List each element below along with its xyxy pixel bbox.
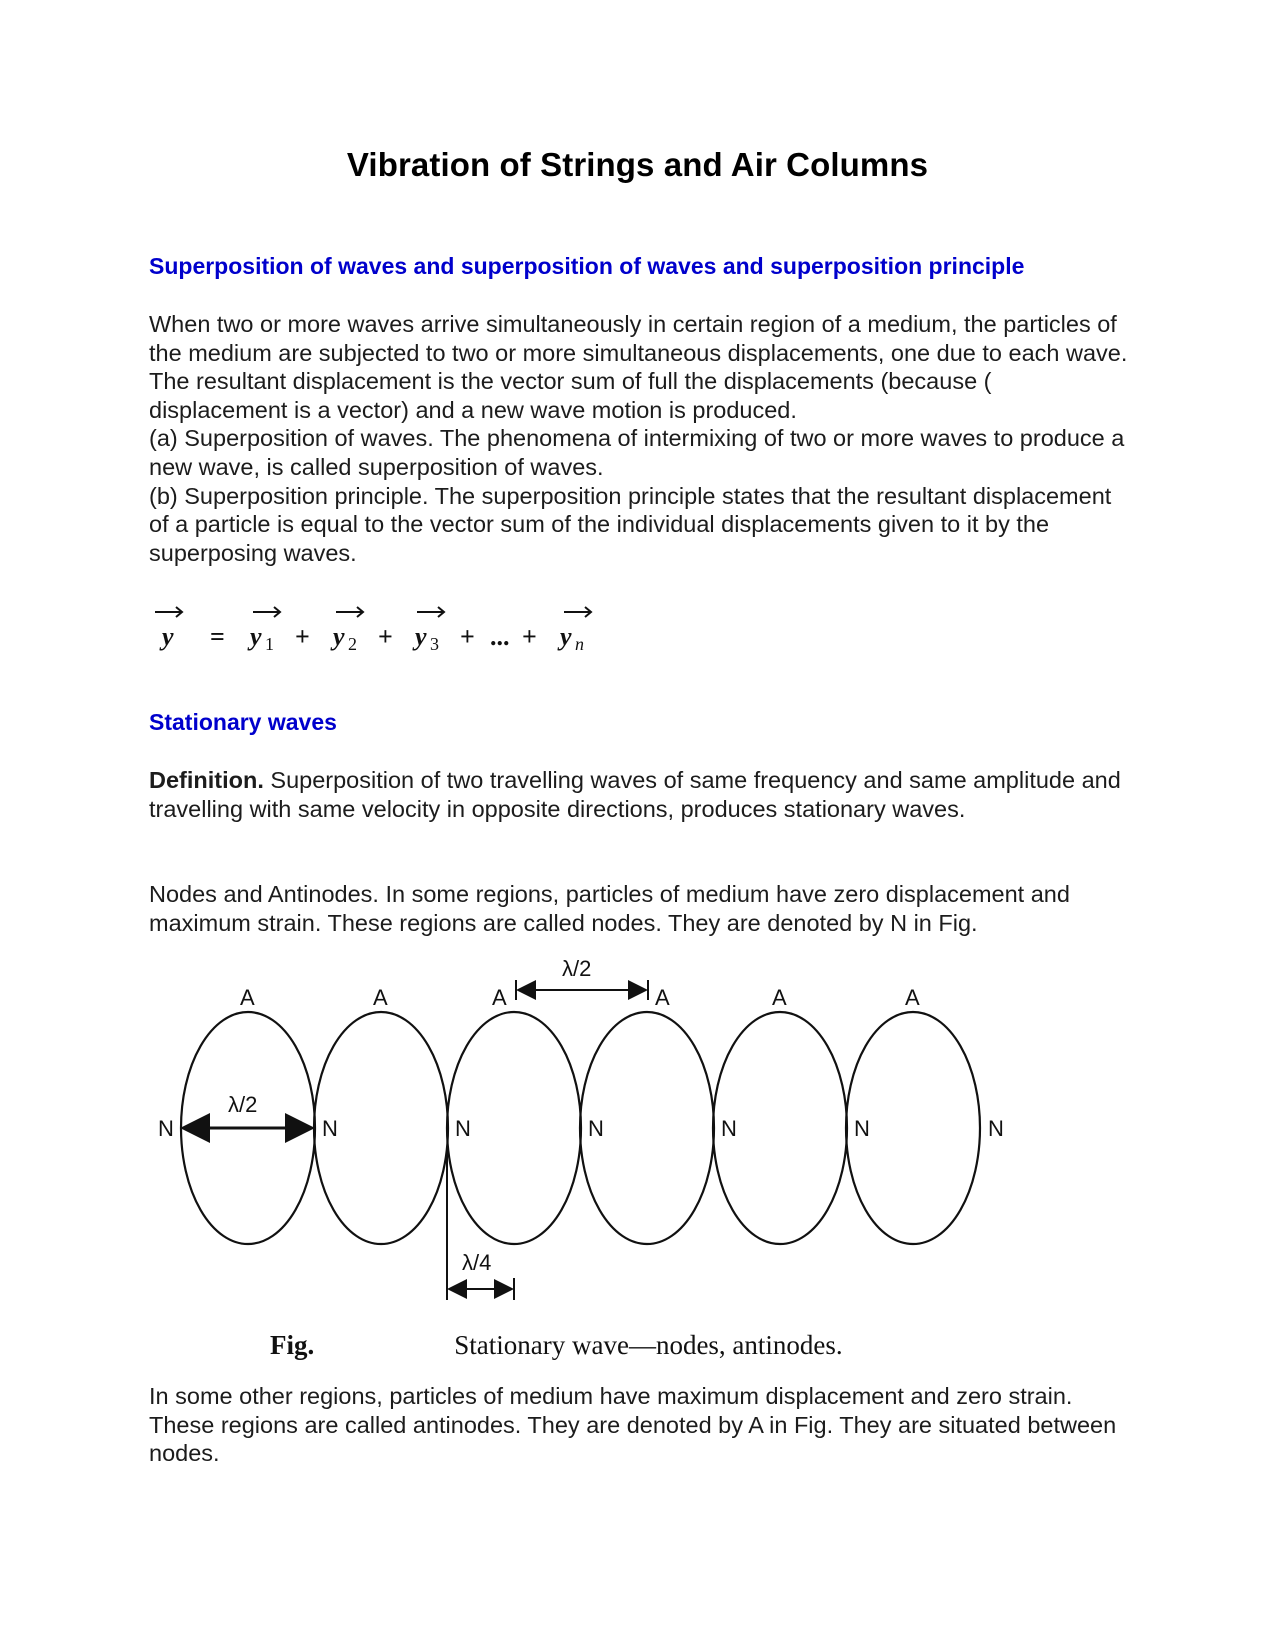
- definition-label: Definition.: [149, 767, 264, 793]
- intro-paragraph: When two or more waves arrive simultaneously in certain region of a medium, the particles of the medium are subjected to two or more simultaneous displacements, one due to each wave. The resultant displacement is the vector sum of full the displacements (because ( displacement is a vector) and a new wave motion is produced.: [149, 311, 1128, 423]
- svg-text:n: n: [575, 634, 584, 654]
- svg-text:λ/2: λ/2: [228, 1092, 258, 1117]
- svg-text:y: y: [415, 622, 427, 651]
- section-heading-superposition: Superposition of waves and superposition of waves and superposition principle: [149, 253, 1025, 279]
- svg-text:A: A: [492, 985, 507, 1010]
- nodes-paragraph: Nodes and Antinodes. In some regions, particles of medium have zero displacement and maximum strain. These regions are called nodes. They are denoted by N in Fig.: [149, 881, 1070, 936]
- svg-text:A: A: [905, 985, 920, 1010]
- svg-text:N: N: [455, 1116, 471, 1141]
- svg-text:=: =: [210, 622, 225, 651]
- svg-text:y: y: [333, 622, 345, 651]
- svg-text:λ/4: λ/4: [462, 1250, 492, 1275]
- superposition-principle-paragraph: (b) Superposition principle. The superposition principle states that the resultant displacement of a particle is equal to the vector sum of the individual displacements given to it by the superposing waves.: [149, 482, 1112, 566]
- svg-text:N: N: [854, 1116, 870, 1141]
- svg-text:A: A: [655, 985, 670, 1010]
- figure-caption-label: Fig.: [270, 1330, 315, 1360]
- svg-text:N: N: [588, 1116, 604, 1141]
- superposition-formula: [150, 603, 610, 659]
- svg-text:+: +: [378, 622, 393, 651]
- vector-arrow-icon: [155, 607, 591, 617]
- section-heading-stationary-waves: Stationary waves: [149, 709, 337, 735]
- antinode-labels: [240, 985, 920, 1010]
- svg-text:3: 3: [430, 634, 439, 654]
- superposition-body: [149, 310, 1129, 567]
- svg-text:A: A: [373, 985, 388, 1010]
- svg-text:A: A: [772, 985, 787, 1010]
- svg-text:+: +: [295, 622, 310, 651]
- svg-text:y: y: [162, 622, 174, 651]
- quarter-wavelength-dimension: [447, 1150, 514, 1300]
- svg-text:+: +: [460, 622, 475, 651]
- svg-text:1: 1: [265, 634, 274, 654]
- svg-text:N: N: [988, 1116, 1004, 1141]
- figure-caption: [270, 1330, 843, 1361]
- vector-sum-equation: [150, 603, 610, 659]
- svg-text:N: N: [721, 1116, 737, 1141]
- svg-text:N: N: [322, 1116, 338, 1141]
- definition-text: Superposition of two travelling waves of same frequency and same amplitude and travelling with same velocity in opposite directions, produces stationary waves.: [149, 767, 1121, 822]
- superposition-of-waves-paragraph: (a) Superposition of waves. The phenomena of intermixing of two or more waves to produce a new wave, is called superposition of waves.: [149, 425, 1125, 480]
- svg-text:2: 2: [348, 634, 357, 654]
- svg-text:y: y: [250, 622, 262, 651]
- page-title: Vibration of Strings and Air Columns: [346, 146, 929, 183]
- half-wavelength-top-dimension: [516, 980, 648, 1000]
- stationary-wave-figure: [150, 940, 1030, 1300]
- svg-text:+: +: [522, 622, 537, 651]
- definition-paragraph: [149, 766, 1129, 823]
- figure-caption-text: Stationary wave—nodes, antinodes.: [454, 1330, 843, 1360]
- svg-text:y: y: [560, 622, 572, 651]
- antinodes-paragraph: In some other regions, particles of medium have maximum displacement and zero strain. These regions are called antinodes. They are denoted by A in Fig. They are situated between nodes.: [149, 1383, 1117, 1467]
- svg-text:λ/2: λ/2: [562, 956, 592, 981]
- svg-text:N: N: [158, 1116, 174, 1141]
- svg-text:A: A: [240, 985, 255, 1010]
- svg-text:...: ...: [490, 622, 510, 651]
